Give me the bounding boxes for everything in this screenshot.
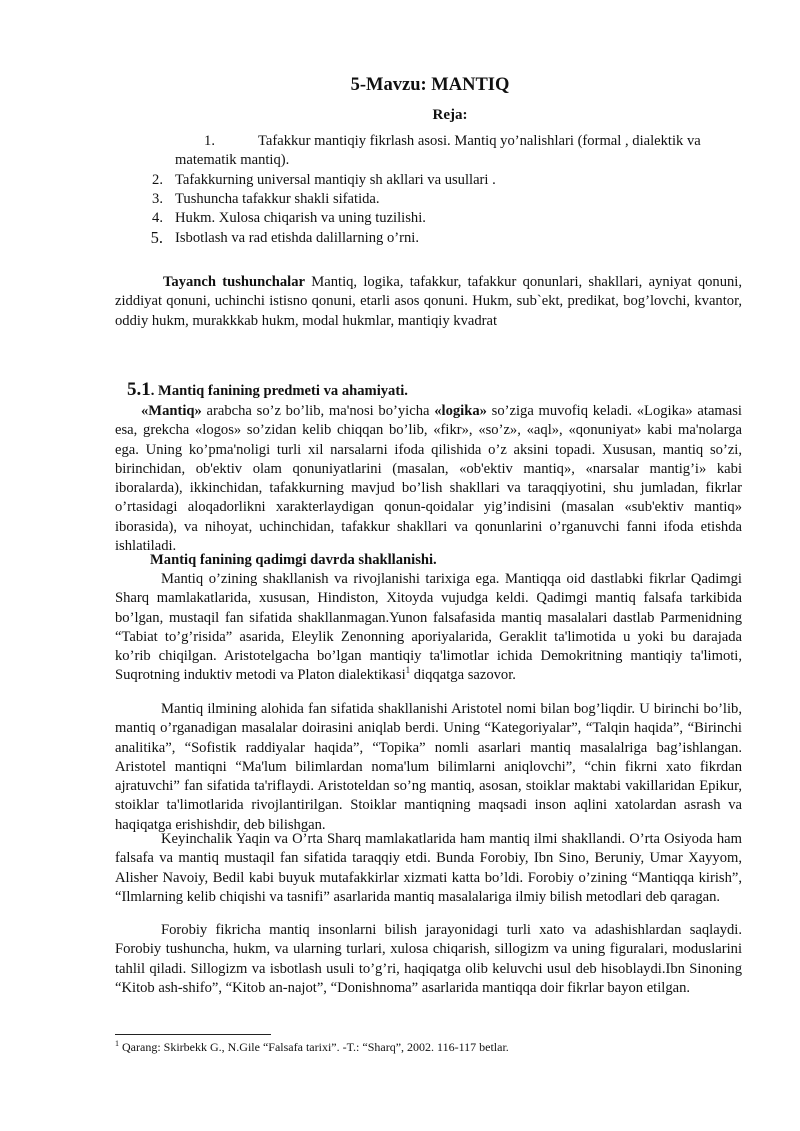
body-paragraph bbox=[115, 402, 742, 556]
paragraph-text: so’ziga muvofiq keladi. «Logika» atamasi esa, grekcha «logos» so’zidan kelib chiqqan bo’lib, «fikr», «so’z», «aql», «qonuniyat» kabi ma'nolarga ega. Uning ko’pma'noligi turli xil narsalarni ifoda qilishida o’z aksini topadi. Xususan, mantiq so’zi, birinchidan, ob'ektiv olam qonuniyatlarini (masalan, «ob'ektiv mantiq», «narsalar mantig’i» kabi iboralarda), ikkinchidan, tafakkurning mavjud bo’lish shakllari va taraqqiyotini, shu jumladan, fikrlar o’rtasidagi aloqadorlikni xarakterlaydigan qonun-qoidalar yig’indisini (masalan «sub'ektiv mantiq» iborasida), va nihoyat, uchinchidan, tafakkur shakllari va qonunlarini o’rganuvchi fanni ifoda etishda ishlatiladi. bbox=[115, 403, 742, 555]
term-mantiq: «Mantiq» bbox=[141, 403, 202, 419]
footnote-reference[interactable]: 1 bbox=[405, 665, 411, 676]
footnote bbox=[115, 1040, 509, 1055]
paragraph-text: diqqatga sazovor. bbox=[410, 667, 516, 684]
plan-item-text-cont: matematik mantiq). bbox=[175, 152, 290, 168]
plan-item-number: 4. bbox=[152, 210, 163, 226]
keywords-paragraph bbox=[115, 273, 742, 331]
plan-item-text: Tafakkur mantiqiy fikrlash asosi. Mantiq yo’nalishlari (formal , dialektik va bbox=[258, 133, 701, 149]
footnote-separator bbox=[115, 1034, 271, 1035]
body-paragraph: Forobiy fikricha mantiq insonlarni bilish jarayonidagi turli xato va adashishlardan saqlaydi. Forobiy tushuncha, hukm, va ularning turlari, xulosa chiqarish, sillogizm va uning figuralari, moduslarini tahlil qiladi. Sillogizm va isbotlash usuli to’g’ri, haqiqatga olib keluvchi usul deb hisoblaydi.Ibn Sinoning “Kitob ash-shifo”, “Kitob an-najot”, “Donishnoma” asarlarida mantiqqa doir fikrlar bayon etilgan. bbox=[115, 922, 742, 996]
plan-item-text: Tushuncha tafakkur shakli sifatida. bbox=[175, 191, 380, 207]
section-title: . Mantiq fanining predmeti va ahamiyati. bbox=[150, 383, 408, 399]
footnote-number: 1 bbox=[115, 1039, 119, 1048]
body-paragraph bbox=[115, 570, 742, 686]
keywords-text: Mantiq, logika, tafakkur, tafakkur qonunlari, shakllari, ayniyat qonuni, ziddiyat qonuni, uchinchi istisno qonuni, etarli asos qonuni. Hukm, sub`ekt, predikat, bog’lovchi, kvantor, oddiy hukm, murakkkab hukm, modal hukmlar, mantiqiy kvadrat bbox=[115, 274, 743, 329]
plan-item-number: 3. bbox=[152, 191, 163, 207]
section-heading bbox=[127, 380, 408, 401]
subheading: Mantiq fanining qadimgi davrda shakllanishi. bbox=[150, 552, 437, 568]
body-paragraph: Keyinchalik Yaqin va O’rta Sharq mamlakatlarida ham mantiq ilmi shakllandi. O’rta Osiyoda ham falsafa va mantiq mustaqil fan sifatida taraqqiy etdi. Bunda Forobiy, Ibn Sino, Beruniy, Umar Xayyom, Alisher Navoiy, Bedil kabi buyuk mutafakkirlar xizmati katta bo’ldi. Forobiy o’zining “Mantiqqa kirish”, “Ilmlarning kelib chiqishi va tasnifi” asarlarida mantiq masalalariga ilmiy bilish metodlari deb qaragan. bbox=[115, 831, 742, 905]
keywords-label: Tayanch tushunchalar bbox=[163, 274, 305, 290]
plan-item-number: 2. bbox=[152, 172, 163, 188]
footnote-text: Qarang: Skirbekk G., N.Gile “Falsafa tarixi”. -T.: “Sharq”, 2002. 116-117 betlar. bbox=[119, 1040, 509, 1054]
term-logika: «logika» bbox=[434, 403, 487, 419]
paragraph-text: arabcha so’z bo’lib, ma'nosi bo’yicha bbox=[201, 403, 435, 419]
plan-item-number: 5. bbox=[150, 228, 163, 247]
plan-item-text: Hukm. Xulosa chiqarish va uning tuzilishi. bbox=[175, 210, 426, 226]
page-title: 5-Mavzu: MANTIQ bbox=[350, 75, 510, 95]
plan-item-text: Tafakkurning universal mantiqiy sh akllari va usullari . bbox=[175, 172, 496, 188]
plan-heading: Reja: bbox=[432, 107, 468, 123]
plan-item-number: 1. bbox=[204, 133, 215, 149]
paragraph-text: Mantiq o’zining shakllanish va rivojlanishi tarixiga ega. Mantiqqa oid dastlabki fikrlar Qadimgi Sharq mamlakatlarida, xususan, Hindiston, Xitoyda vujudga keldi. Qadimgi mantiq falsafa tarkibida bo’lgan, mustaqil fan sifatida shakllanmagan.Yunon falsafasida mantiq masalalari dastlab Parmenidning “Tabiat to’g’risida” asarida, Eleylik Zenonning aporiyalarida, Geraklit ta'limotida u yoki bu darajada ko’rib chiqilgan. Aristotelgacha bo’lgan mantiqiy ta'limotlar ichida Demokritning mantiqiy ta'limoti, Suqrotning induktiv metodi va Platon dialektikasi bbox=[115, 571, 742, 684]
body-paragraph: Mantiq ilmining alohida fan sifatida shakllanishi Aristotel nomi bilan bog’liqdir. U birinchi bo’lib, mantiq o’rganadigan masalalar doirasini aniqlab berdi. Uning “Kategoriyalar”, “Talqin haqida”, “Birinchi analitika”, “Sofistik raddiyalar haqida”, “Topika” nomli asarlari mantiq masalalriga bag’ishlangan. Aristotel mantiqni “Ma'lum bilimlardan noma'lum bilimlarni aniqlovchi”, “chin fikrni xato fikrdan ajratuvchi” fan sifatida ta'riflaydi. Aristoteldan so’ng mantiq, asosan, stoiklar maktabi vakillaridan Epikur, stoiklar ta'limotlarida rivojlantirilgan. Stoiklar mantiqning maqsadi inson aqlini xatolardan asrash va haqiqatga erishishdir, deb bilishgan. bbox=[115, 701, 742, 833]
plan-item-text: Isbotlash va rad etishda dalillarning o’rni. bbox=[175, 230, 419, 246]
section-number: 5.1 bbox=[127, 379, 151, 400]
